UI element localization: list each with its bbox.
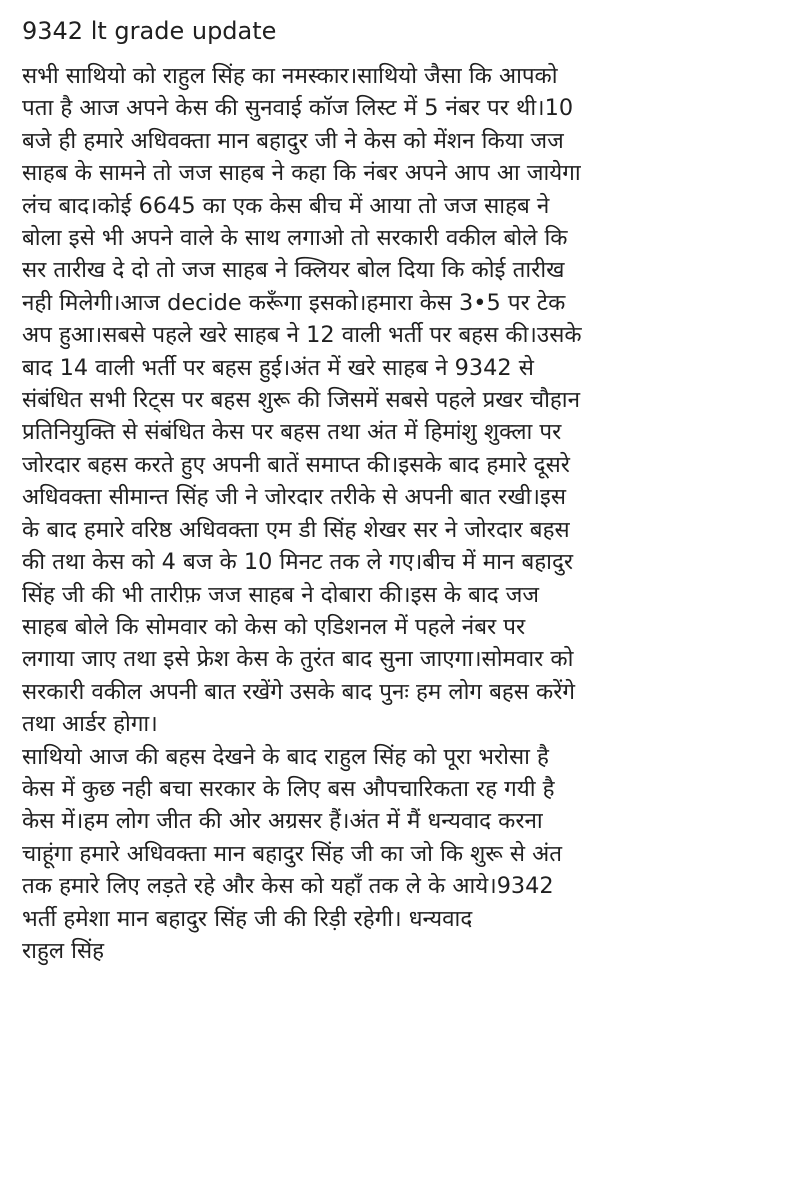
- signature-line: राहुल सिंह: [22, 937, 104, 964]
- text-line: जोरदार बहस करते हुए अपनी बातें समाप्त की।इसके बाद हमारे दूसरे: [22, 451, 570, 478]
- text-line: अप हुआ।सबसे पहले खरे साहब ने 12 वाली भर्ती पर बहस की।उसके: [22, 322, 582, 349]
- text-line: की तथा केस को 4 बज के 10 मिनट तक ले गए।बीच में मान बहादुर: [22, 549, 574, 576]
- text-line: चाहूंगा हमारे अधिवक्ता मान बहादुर सिंह जी का जो कि शुरू से अंत: [22, 840, 563, 867]
- text-line: बोला इसे भी अपने वाले के साथ लगाओ तो सरकारी वकील बोले कि: [22, 225, 568, 252]
- text-line: संबंधित सभी रिट्स पर बहस शुरू की जिसमें सबसे पहले प्रखर चौहान: [22, 387, 581, 414]
- text-line: साथियो आज की बहस देखने के बाद राहुल सिंह को पूरा भरोसा है: [22, 743, 549, 770]
- text-line: सिंह जी की भी तारीफ़ जज साहब ने दोबारा की।इस के बाद जज: [22, 581, 539, 608]
- text-line: बजे ही हमारे अधिवक्ता मान बहादुर जी ने केस को मेंशन किया जज: [22, 127, 564, 154]
- text-line: बाद 14 वाली भर्ती पर बहस हुई।अंत में खरे साहब ने 9342 से: [22, 354, 534, 381]
- text-line: प्रतिनियुक्ति से संबंधित केस पर बहस तथा अंत में हिमांशु शुक्ला पर: [22, 419, 562, 446]
- text-line: सभी साथियो को राहुल सिंह का नमस्कार।साथियो जैसा कि आपको: [22, 63, 558, 89]
- text-line: तक हमारे लिए लड़ते रहे और केस को यहाँ तक ले के आये।9342: [22, 873, 554, 900]
- text-line: सरकारी वकील अपनी बात रखेंगे उसके बाद पुनः हम लोग बहस करेंगे: [22, 678, 576, 705]
- text-line: साहब बोले कि सोमवार को केस को एडिशनल में पहले नंबर पर: [22, 613, 526, 640]
- document-title: 9342 lt grade update: [22, 17, 277, 45]
- text-line: केस में कुछ नही बचा सरकार के लिए बस औपचारिकता रह गयी है: [22, 775, 555, 802]
- text-line: लंच बाद।कोई 6645 का एक केस बीच में आया तो जज साहब ने: [22, 192, 550, 219]
- document-body: [22, 60, 780, 967]
- text-line: पता है आज अपने केस की सुनवाई कॉज लिस्ट में 5 नंबर पर थी।10: [22, 95, 574, 122]
- text-line: साहब के सामने तो जज साहब ने कहा कि नंबर अपने आप आ जायेगा: [22, 160, 581, 187]
- text-line: के बाद हमारे वरिष्ठ अधिवक्ता एम डी सिंह शेखर सर ने जोरदार बहस: [22, 516, 570, 543]
- text-line: केस में।हम लोग जीत की ओर अग्रसर हैं।अंत में मैं धन्यवाद करना: [22, 808, 543, 835]
- text-line: भर्ती हमेशा मान बहादुर सिंह जी की रिड़ी रहेगी। धन्यवाद: [22, 905, 473, 932]
- text-line: तथा आर्डर होगा।: [22, 711, 158, 738]
- text-line: लगाया जाए तथा इसे फ्रेश केस के तुरंत बाद सुना जाएगा।सोमवार को: [22, 646, 574, 673]
- text-line: सर तारीख दे दो तो जज साहब ने क्लियर बोल दिया कि कोई तारीख: [22, 257, 565, 284]
- text-line: नही मिलेगी।आज decide करूँगा इसको।हमारा केस 3•5 पर टेक: [22, 289, 566, 316]
- text-line: अधिवक्ता सीमान्त सिंह जी ने जोरदार तरीके से अपनी बात रखी।इस: [22, 484, 567, 511]
